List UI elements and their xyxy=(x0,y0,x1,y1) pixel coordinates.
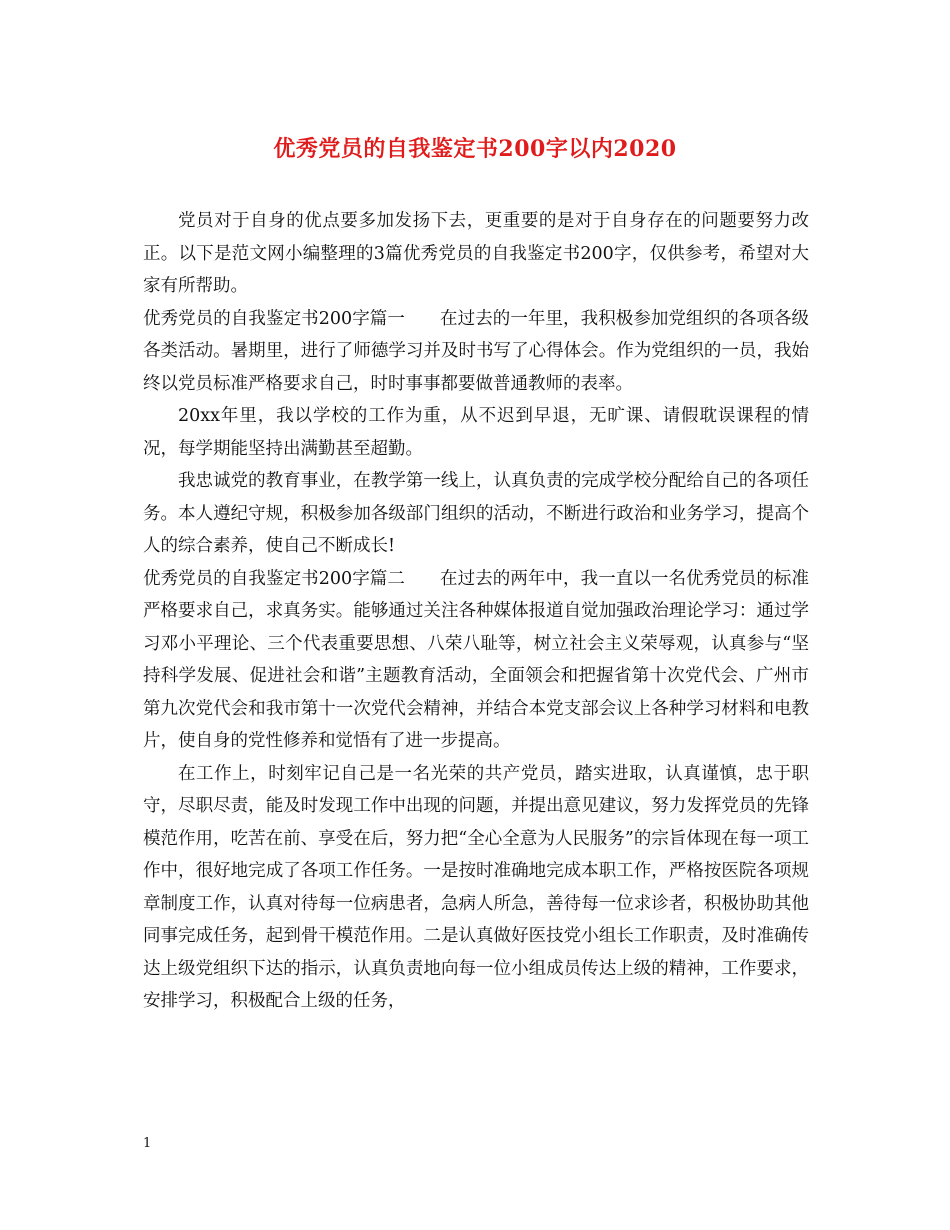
page-title: 优秀党员的自我鉴定书200字以内2020 xyxy=(273,136,677,162)
paragraph-intro: 党员对于自身的优点要多加发扬下去，更重要的是对于自身存在的问题要努力改正。以下是范文网小编整理的3篇优秀党员的自我鉴定书200字，仅供参考，希望对大家有所帮助。 xyxy=(143,211,809,296)
paragraph-attendance: 20xx年里，我以学校的工作为重，从不迟到早退，无旷课、请假耽误课程的情况，每学期能坚持出满勤甚至超勤。 xyxy=(143,406,809,459)
paragraph-teaching: 我忠诚党的教育事业，在教学第一线上，认真负责的完成学校分配给自己的各项任务。本人遵纪守规，积极参加各级部门组织的活动，不断进行政治和业务学习，提高个人的综合素养，使自己不断成长! xyxy=(143,471,809,556)
page-number: 1 xyxy=(143,1136,152,1151)
document-body xyxy=(143,205,809,1018)
paragraph-part-two-heading: 优秀党员的自我鉴定书200字篇二 在过去的两年中，我一直以一名优秀党员的标准严格要求自己，求真务实。能够通过关注各种媒体报道自觉加强政治理论学习：通过学习邓小平理论、三个代表重要思想、八荣八耻等，树立社会主义荣辱观，认真参与“坚持科学发展、促进社会和谐”主题教育活动，全面领会和把握省第十次党代会、广州市第九次党代会和我市第十一次党代会精神，并结合本党支部会议上各种学习材料和电教片，使自身的党性修养和觉悟有了进一步提高。 xyxy=(143,568,809,751)
paragraph-part-one-heading: 优秀党员的自我鉴定书200字篇一 在过去的一年里，我积极参加党组织的各项各级各类活动。暑期里，进行了师德学习并及时书写了心得体会。作为党组织的一员，我始终以党员标准严格要求自己，时时事事都要做普通教师的表率。 xyxy=(143,308,809,394)
paragraph-work: 在工作上，时刻牢记自己是一名光荣的共产党员，踏实进取，认真谨慎，忠于职守，尽职尽责，能及时发现工作中出现的问题，并提出意见建议，努力发挥党员的先锋模范作用，吃苦在前、享受在后，努力把“全心全意为人民服务”的宗旨体现在每一项工作中，很好地完成了各项工作任务。一是按时准确地完成本职工作，严格按医院各项规章制度工作，认真对待每一位病患者，急病人所急，善待每一位求诊者，积极协助其他同事完成任务，起到骨干模范作用。二是认真做好医技党小组长工作职责，及时准确传达上级党组织下达的指示，认真负责地向每一位小组成员传达上级的精神，工作要求，安排学习，积极配合上级的任务， xyxy=(143,763,809,1011)
